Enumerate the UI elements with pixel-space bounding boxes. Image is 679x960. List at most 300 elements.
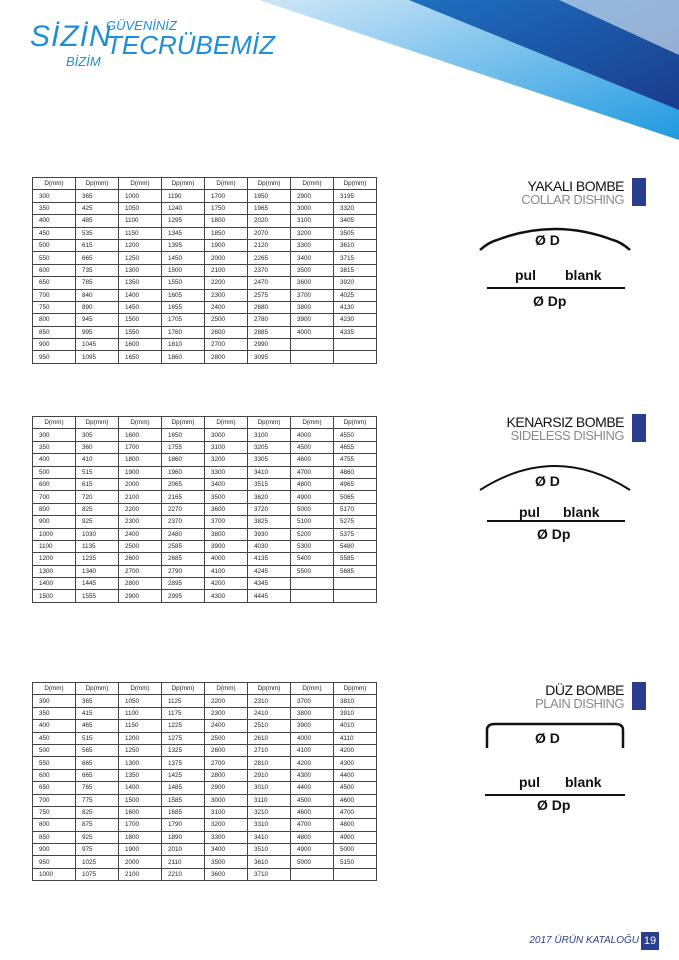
table-cell: 1200 (119, 239, 162, 251)
table-cell: 1325 (162, 744, 205, 756)
table-cell: 1965 (248, 202, 291, 214)
table-cell: 945 (76, 314, 119, 326)
table-cell: 4030 (248, 540, 291, 552)
table-row (33, 769, 377, 781)
table-cell: 1250 (119, 744, 162, 756)
table-cell: 2995 (162, 590, 205, 602)
table-cell: 2685 (162, 553, 205, 565)
table-cell: 1705 (162, 314, 205, 326)
table-cell: 4100 (205, 565, 248, 577)
table-cell: 1340 (76, 565, 119, 577)
table-cell: 1240 (162, 202, 205, 214)
table-cell: 2800 (205, 351, 248, 363)
table-cell: 4025 (334, 289, 377, 301)
page-number: 19 (641, 932, 659, 950)
sideless-dishing-title (507, 414, 624, 443)
table-row (33, 289, 377, 301)
table-cell: 1600 (119, 339, 162, 351)
table-cell: 3620 (248, 491, 291, 503)
table-cell: 785 (76, 277, 119, 289)
blank-label: blank (563, 504, 600, 520)
table-cell: 2200 (205, 277, 248, 289)
table-cell: 4500 (334, 782, 377, 794)
column-header: Dp(mm) (334, 178, 377, 190)
diameter-d-label: Ø D (535, 473, 560, 489)
table-cell: 365 (76, 190, 119, 202)
pul-label: pul (519, 504, 540, 520)
table-cell: 4230 (334, 314, 377, 326)
table-cell: 2900 (205, 782, 248, 794)
table-cell: 900 (33, 516, 76, 528)
table-cell: 365 (76, 695, 119, 707)
table-cell (291, 590, 334, 602)
table-cell: 2370 (248, 264, 291, 276)
table-cell: 1030 (76, 528, 119, 540)
table-cell: 1125 (162, 695, 205, 707)
table-row (33, 590, 377, 602)
table-cell: 4700 (291, 819, 334, 831)
table-cell: 2800 (205, 769, 248, 781)
table-row (33, 277, 377, 289)
table-row (33, 314, 377, 326)
table-cell: 2000 (205, 252, 248, 264)
table-cell: 1350 (119, 769, 162, 781)
table-cell: 600 (33, 264, 76, 276)
table-row (33, 491, 377, 503)
table-cell: 4345 (248, 578, 291, 590)
table-cell: 735 (76, 264, 119, 276)
table-cell: 3305 (248, 454, 291, 466)
table-cell (291, 868, 334, 880)
table-cell: 1400 (119, 289, 162, 301)
table-header-row (33, 417, 377, 429)
table-cell: 1150 (119, 227, 162, 239)
table-cell: 1850 (205, 227, 248, 239)
table-row (33, 732, 377, 744)
table-cell: 350 (33, 202, 76, 214)
table-row (33, 540, 377, 552)
table-cell: 3000 (205, 429, 248, 441)
table-cell: 4655 (334, 441, 377, 453)
table-row (33, 707, 377, 719)
table-cell: 800 (33, 314, 76, 326)
table-cell: 825 (76, 503, 119, 515)
table-cell: 1445 (76, 578, 119, 590)
table-cell: 5300 (291, 540, 334, 552)
table-cell: 3210 (248, 806, 291, 818)
table-cell: 5170 (334, 503, 377, 515)
table-cell: 1800 (119, 831, 162, 843)
table-cell: 925 (76, 831, 119, 843)
table-cell: 1300 (119, 264, 162, 276)
table-cell: 4000 (291, 326, 334, 338)
table-cell: 650 (33, 782, 76, 794)
table-cell: 850 (33, 831, 76, 843)
table-cell: 3700 (291, 695, 334, 707)
table-row (33, 516, 377, 528)
table-cell: 2910 (248, 769, 291, 781)
table-cell: 3300 (291, 239, 334, 251)
table-cell: 3910 (334, 707, 377, 719)
table-cell: 850 (33, 326, 76, 338)
table-cell: 3600 (291, 277, 334, 289)
table-cell: 3095 (248, 351, 291, 363)
table-cell: 1025 (76, 856, 119, 868)
table-cell: 1300 (33, 565, 76, 577)
table-cell: 1000 (119, 190, 162, 202)
table-cell: 2800 (119, 578, 162, 590)
table-cell: 1760 (162, 326, 205, 338)
table-cell: 3815 (334, 264, 377, 276)
table-cell (334, 578, 377, 590)
table-cell: 1900 (205, 239, 248, 251)
table-cell: 1860 (162, 351, 205, 363)
table-cell: 485 (76, 215, 119, 227)
table-cell: 1100 (33, 540, 76, 552)
table-cell (334, 339, 377, 351)
table-cell: 750 (33, 301, 76, 313)
table-cell: 1500 (119, 314, 162, 326)
table-cell: 2480 (162, 528, 205, 540)
table-cell: 2990 (248, 339, 291, 351)
table-cell: 5480 (334, 540, 377, 552)
table-cell: 350 (33, 707, 76, 719)
table-row (33, 202, 377, 214)
table-cell: 2700 (205, 757, 248, 769)
table-cell: 4400 (291, 782, 334, 794)
table-cell: 3610 (334, 239, 377, 251)
table-cell: 800 (33, 819, 76, 831)
table-cell: 4550 (334, 429, 377, 441)
table-cell: 1810 (162, 339, 205, 351)
table-header-row (33, 178, 377, 190)
table-cell: 3900 (205, 540, 248, 552)
table-cell: 450 (33, 227, 76, 239)
table-header-row (33, 683, 377, 695)
table-cell: 2100 (119, 868, 162, 880)
table-cell: 1485 (162, 782, 205, 794)
table-cell: 600 (33, 769, 76, 781)
table-cell: 500 (33, 466, 76, 478)
table-cell: 565 (76, 744, 119, 756)
table-cell: 2300 (205, 289, 248, 301)
column-header: Dp(mm) (76, 683, 119, 695)
table-cell: 3800 (291, 301, 334, 313)
table-cell: 4130 (334, 301, 377, 313)
table-cell: 2020 (248, 215, 291, 227)
table-cell: 3500 (205, 856, 248, 868)
table-cell: 4000 (291, 429, 334, 441)
table-cell: 3300 (205, 831, 248, 843)
table-cell: 2600 (205, 744, 248, 756)
table-cell: 3400 (205, 478, 248, 490)
table-cell: 2165 (162, 491, 205, 503)
table-cell: 3405 (334, 215, 377, 227)
table-cell: 3500 (205, 491, 248, 503)
table-cell: 4445 (248, 590, 291, 602)
plain-dishing-title (535, 682, 624, 711)
table-cell: 1050 (119, 202, 162, 214)
table-cell: 1345 (162, 227, 205, 239)
table-cell: 3720 (248, 503, 291, 515)
table-cell: 5685 (334, 565, 377, 577)
table-cell: 3200 (291, 227, 334, 239)
table-cell: 2710 (248, 744, 291, 756)
table-cell: 2500 (119, 540, 162, 552)
table-cell: 2000 (119, 856, 162, 868)
table-cell: 400 (33, 454, 76, 466)
table-cell: 2600 (205, 326, 248, 338)
section-title-en: COLLAR DISHING (521, 192, 624, 207)
table-cell: 4135 (248, 553, 291, 565)
table-cell: 4755 (334, 454, 377, 466)
table-cell: 1650 (162, 429, 205, 441)
table-cell: 1095 (76, 351, 119, 363)
table-cell: 3100 (248, 429, 291, 441)
table-cell: 650 (33, 277, 76, 289)
table-cell: 4400 (334, 769, 377, 781)
table-cell: 1300 (119, 757, 162, 769)
table-cell: 2110 (162, 856, 205, 868)
table-cell: 3100 (291, 215, 334, 227)
table-cell: 1400 (119, 782, 162, 794)
table-cell: 2470 (248, 277, 291, 289)
table-cell: 665 (76, 769, 119, 781)
table-cell: 3810 (334, 695, 377, 707)
column-header: D(mm) (33, 417, 76, 429)
column-header: D(mm) (291, 417, 334, 429)
plain-dishing-diagram (475, 718, 635, 838)
column-header: Dp(mm) (76, 178, 119, 190)
table-cell: 3205 (248, 441, 291, 453)
table-cell: 3700 (291, 289, 334, 301)
table-cell: 2070 (248, 227, 291, 239)
pul-label: pul (519, 774, 540, 790)
column-header: D(mm) (205, 683, 248, 695)
table-cell (334, 351, 377, 363)
table-cell: 890 (76, 301, 119, 313)
table-cell: 2300 (205, 707, 248, 719)
table-cell: 875 (76, 819, 119, 831)
table-cell: 1500 (33, 590, 76, 602)
table-row (33, 856, 377, 868)
table-cell (334, 590, 377, 602)
table-cell: 1225 (162, 720, 205, 732)
table-cell: 1135 (76, 540, 119, 552)
table-cell: 4200 (334, 744, 377, 756)
table-cell: 5150 (334, 856, 377, 868)
table-cell: 1960 (162, 466, 205, 478)
column-header: Dp(mm) (248, 417, 291, 429)
table-cell: 3100 (205, 441, 248, 453)
table-cell: 2100 (205, 264, 248, 276)
table-cell: 1605 (162, 289, 205, 301)
table-cell: 1295 (162, 215, 205, 227)
table-cell: 2500 (205, 732, 248, 744)
table-cell: 4500 (291, 441, 334, 453)
table-cell: 1750 (205, 202, 248, 214)
table-cell: 2510 (248, 720, 291, 732)
table-cell: 3515 (248, 478, 291, 490)
table-cell: 400 (33, 720, 76, 732)
table-cell: 2400 (205, 301, 248, 313)
table-cell: 975 (76, 844, 119, 856)
table-row (33, 794, 377, 806)
table-cell: 4900 (291, 491, 334, 503)
table-cell: 4010 (334, 720, 377, 732)
table-cell: 615 (76, 239, 119, 251)
table-cell: 5500 (291, 565, 334, 577)
table-row (33, 190, 377, 202)
table-cell: 5000 (291, 856, 334, 868)
table-row (33, 227, 377, 239)
table-row (33, 782, 377, 794)
table-cell: 1800 (205, 215, 248, 227)
table-cell: 1075 (76, 868, 119, 880)
table-cell: 4700 (291, 466, 334, 478)
section-marker (632, 414, 646, 442)
table-cell: 1860 (162, 454, 205, 466)
table-cell: 450 (33, 732, 76, 744)
table-cell: 3320 (334, 202, 377, 214)
table-cell: 4100 (291, 744, 334, 756)
table-cell: 2610 (248, 732, 291, 744)
table-cell: 4600 (334, 794, 377, 806)
table-cell: 1400 (33, 578, 76, 590)
table-row (33, 695, 377, 707)
logo-line1: SİZİN (30, 20, 112, 53)
diameter-dp-label: Ø Dp (537, 526, 571, 542)
table-cell: 4800 (291, 831, 334, 843)
table-row (33, 757, 377, 769)
table-cell: 4800 (334, 819, 377, 831)
table-cell: 3310 (248, 819, 291, 831)
table-cell: 3300 (205, 466, 248, 478)
table-row (33, 720, 377, 732)
table-row (33, 429, 377, 441)
column-header: Dp(mm) (76, 417, 119, 429)
table-cell: 4200 (205, 578, 248, 590)
collar-dishing-diagram (475, 220, 635, 340)
section-title-tr: KENARSIZ BOMBE (506, 414, 624, 430)
table-cell: 1700 (119, 819, 162, 831)
table-cell: 1890 (162, 831, 205, 843)
table-row (33, 503, 377, 515)
brand-logo (30, 18, 290, 78)
table-cell: 4300 (205, 590, 248, 602)
table-cell: 4245 (248, 565, 291, 577)
table-cell: 3000 (205, 794, 248, 806)
table-cell: 3100 (205, 806, 248, 818)
column-header: D(mm) (33, 683, 76, 695)
table-cell: 1190 (162, 190, 205, 202)
column-header: D(mm) (205, 178, 248, 190)
table-row (33, 351, 377, 363)
table-cell: 300 (33, 429, 76, 441)
table-cell: 1275 (162, 732, 205, 744)
table-cell: 4110 (334, 732, 377, 744)
table-cell (291, 578, 334, 590)
diameter-dp-label: Ø Dp (533, 293, 567, 309)
table-cell: 1350 (119, 277, 162, 289)
table-cell: 3200 (205, 819, 248, 831)
table-cell: 1700 (119, 441, 162, 453)
diameter-d-label: Ø D (535, 232, 560, 248)
table-cell: 500 (33, 744, 76, 756)
table-cell: 700 (33, 491, 76, 503)
table-row (33, 553, 377, 565)
section-title-en: SIDELESS DISHING (510, 428, 624, 443)
table-cell: 825 (76, 806, 119, 818)
table-cell: 4860 (334, 466, 377, 478)
table-cell: 1375 (162, 757, 205, 769)
table-cell: 900 (33, 844, 76, 856)
table-cell: 1700 (205, 190, 248, 202)
column-header: D(mm) (119, 417, 162, 429)
table-cell: 3600 (205, 868, 248, 880)
table-cell: 2885 (248, 326, 291, 338)
table-cell: 1395 (162, 239, 205, 251)
column-header: D(mm) (119, 683, 162, 695)
logo-line3: TECRÜBEMİZ (106, 30, 275, 60)
column-header: Dp(mm) (334, 683, 377, 695)
table-cell: 4800 (291, 478, 334, 490)
table-cell: 415 (76, 707, 119, 719)
table-cell: 3400 (291, 252, 334, 264)
table-cell: 3010 (248, 782, 291, 794)
table-cell: 3800 (205, 528, 248, 540)
blank-label: blank (565, 774, 602, 790)
table-cell: 1425 (162, 769, 205, 781)
table-cell: 1200 (119, 732, 162, 744)
collar-dishing-title (521, 178, 624, 207)
table-cell: 2810 (248, 757, 291, 769)
table-cell: 2585 (162, 540, 205, 552)
table-cell: 1100 (119, 707, 162, 719)
table-cell: 1555 (76, 590, 119, 602)
diameter-dp-label: Ø Dp (537, 797, 571, 813)
section-marker (632, 178, 646, 206)
table-cell: 1450 (162, 252, 205, 264)
table-cell: 2900 (291, 190, 334, 202)
table-row (33, 215, 377, 227)
table-cell: 2120 (248, 239, 291, 251)
plain-dishing-table (32, 682, 377, 881)
table-cell (291, 351, 334, 363)
table-cell: 615 (76, 478, 119, 490)
table-cell: 5375 (334, 528, 377, 540)
column-header: Dp(mm) (334, 417, 377, 429)
pul-label: pul (515, 267, 536, 283)
table-cell: 3800 (291, 707, 334, 719)
table-cell: 5275 (334, 516, 377, 528)
table-cell: 1650 (119, 351, 162, 363)
table-cell: 765 (76, 782, 119, 794)
table-cell: 1585 (162, 794, 205, 806)
table-cell: 2700 (119, 565, 162, 577)
section-title-tr: YAKALI BOMBE (527, 178, 624, 194)
table-cell: 1500 (119, 794, 162, 806)
table-cell: 2000 (119, 478, 162, 490)
table-cell: 350 (33, 441, 76, 453)
table-cell: 4600 (291, 806, 334, 818)
table-cell: 3600 (205, 503, 248, 515)
table-cell: 400 (33, 215, 76, 227)
table-cell: 1235 (76, 553, 119, 565)
table-row (33, 806, 377, 818)
table-cell: 5065 (334, 491, 377, 503)
table-row (33, 239, 377, 251)
